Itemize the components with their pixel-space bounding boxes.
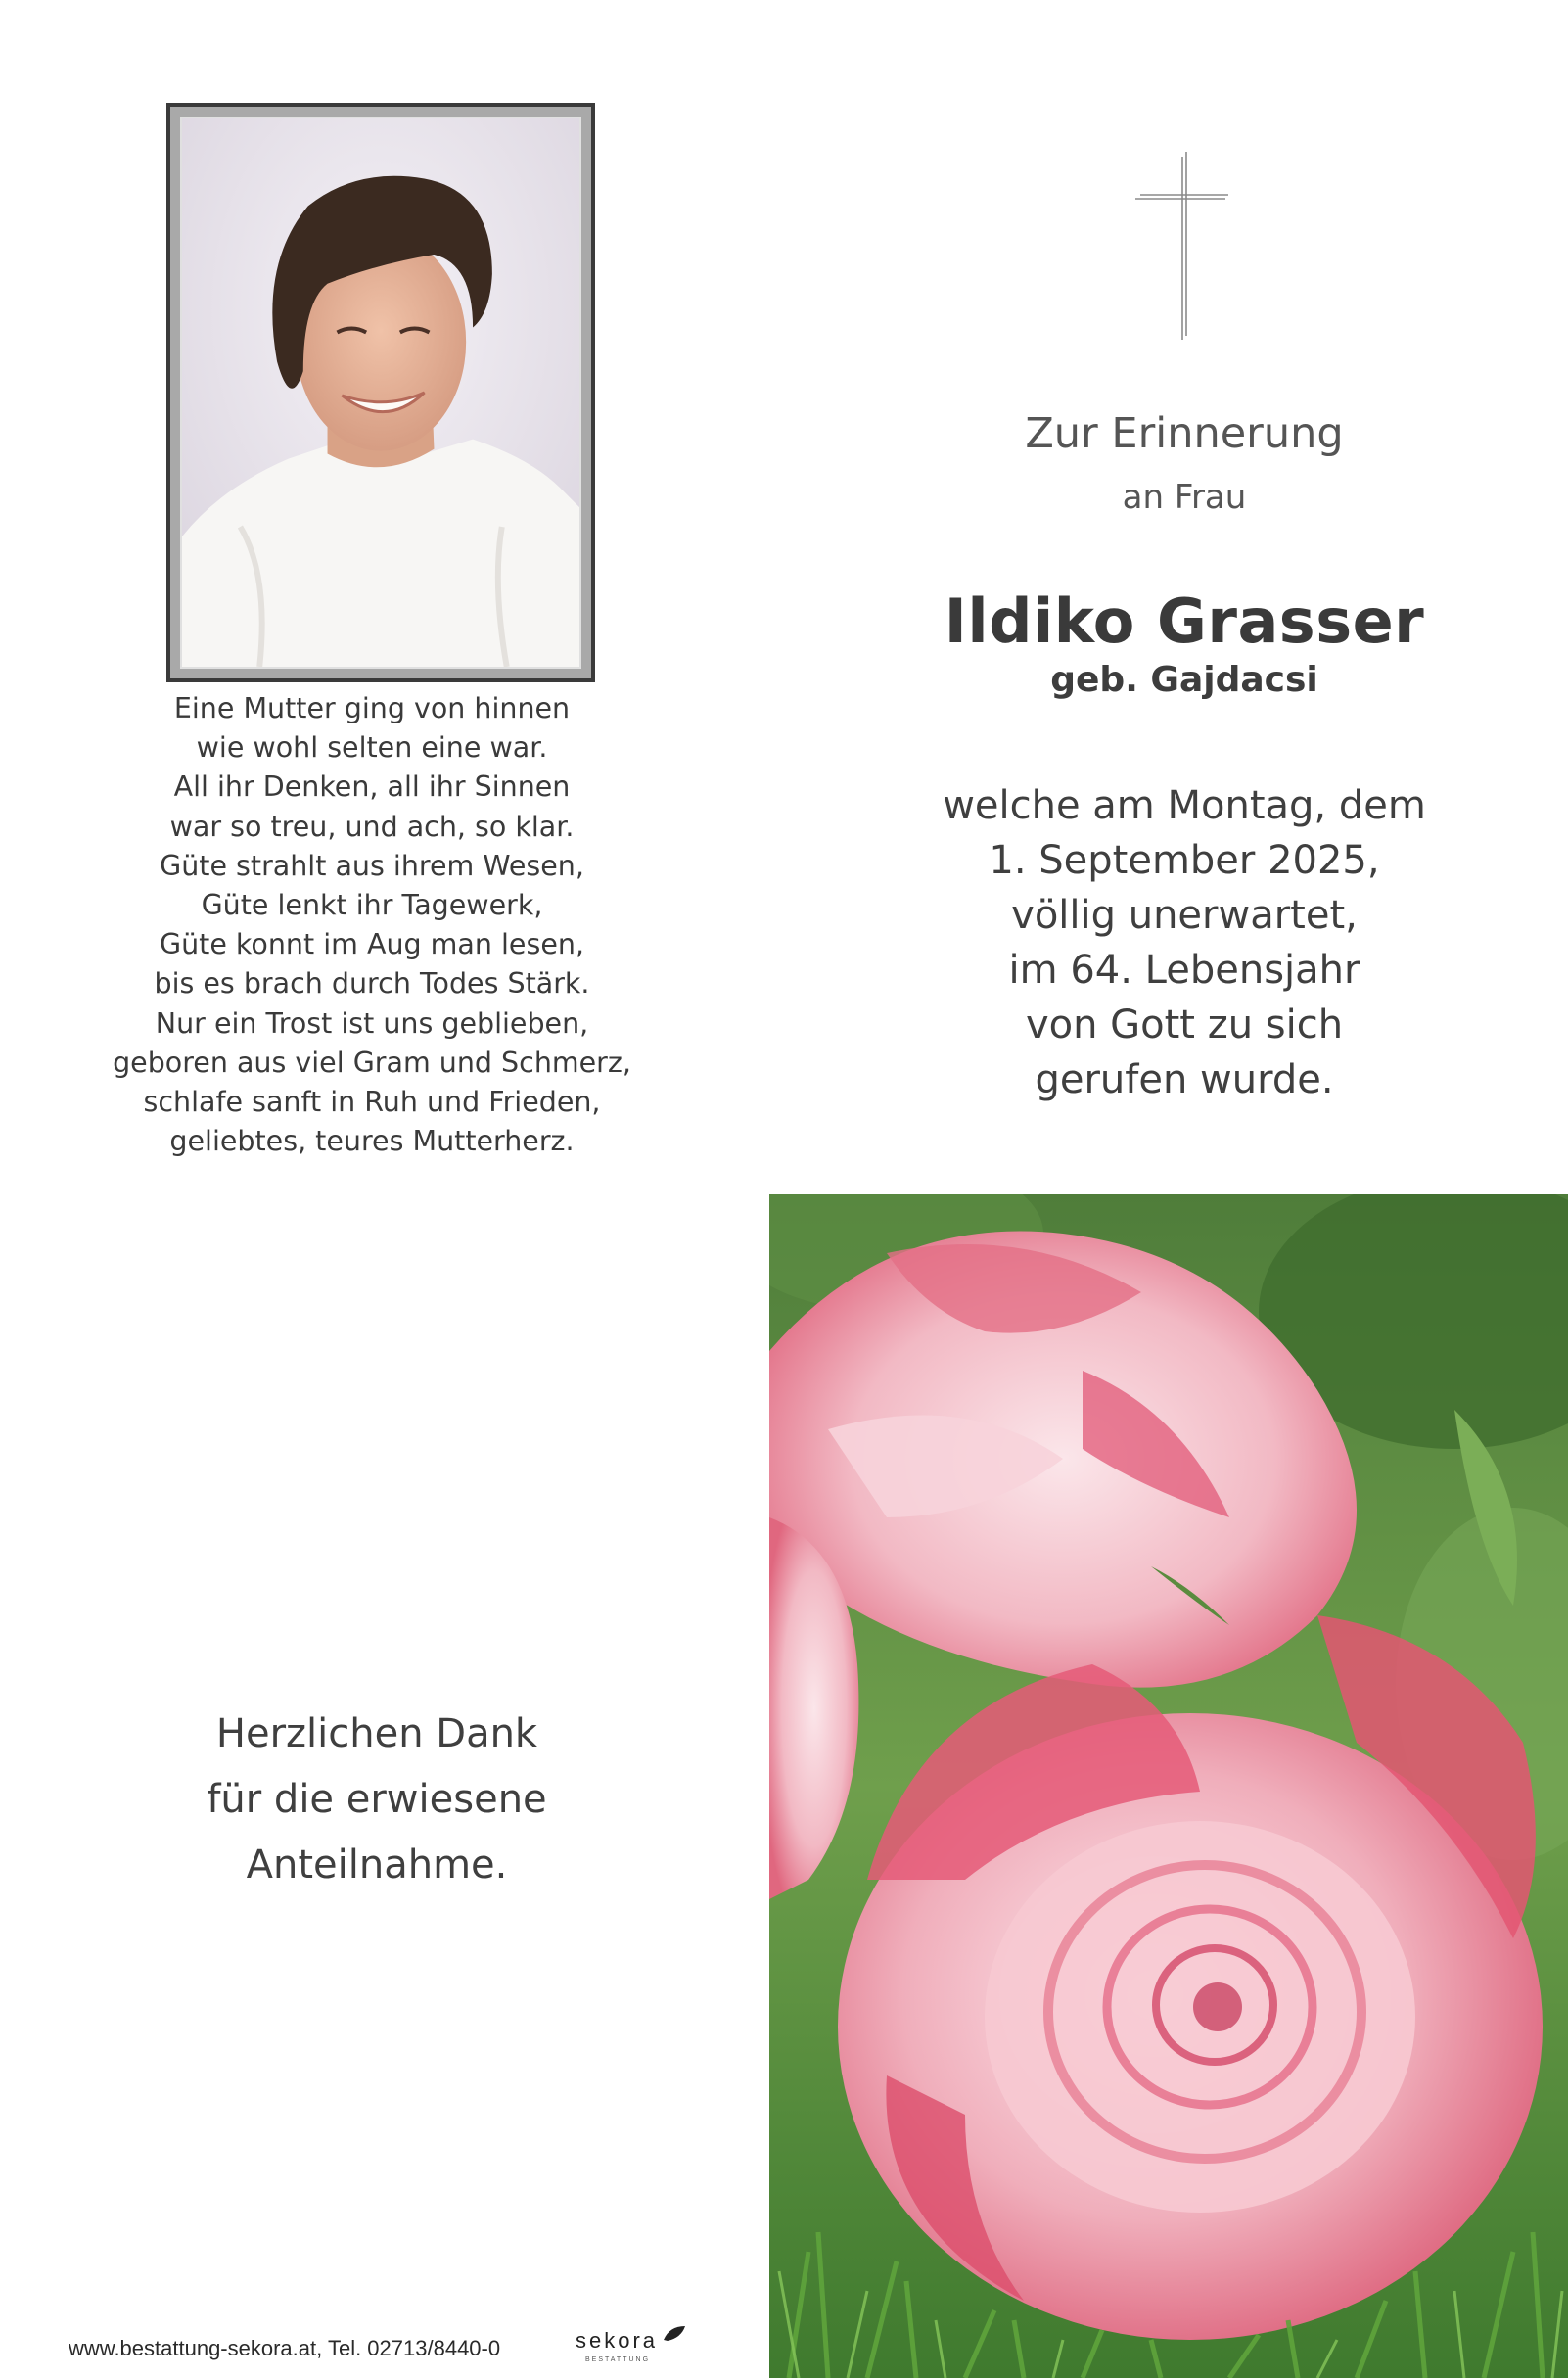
poem-line: Güte konnt im Aug man lesen,	[160, 928, 584, 961]
roses-photo	[769, 1194, 1568, 2378]
death-line: von Gott zu sich	[1025, 1002, 1344, 1048]
leaf-icon	[662, 2324, 687, 2344]
poem-line: war so treu, und ach, so klar.	[169, 810, 575, 843]
poem-line: geliebtes, teures Mutterherz.	[169, 1125, 575, 1158]
death-line: 1. September 2025,	[989, 838, 1380, 883]
poem-line: geboren aus viel Gram und Schmerz,	[113, 1046, 631, 1079]
portrait-frame	[166, 103, 595, 682]
death-line: im 64. Lebensjahr	[1008, 948, 1360, 993]
thanks-line: Anteilnahme.	[246, 1842, 508, 1888]
heading: Zur Erinnerung	[1025, 409, 1344, 458]
subheading: an Frau	[1122, 478, 1247, 517]
poem-line: All ihr Denken, all ihr Sinnen	[173, 770, 571, 804]
death-line: völlig unerwartet,	[1011, 893, 1358, 938]
brand-logo-text: sekora	[576, 2328, 659, 2353]
poem-line: Nur ein Trost ist uns geblieben,	[155, 1006, 589, 1040]
thanks-line: für die erwiesene	[207, 1777, 547, 1822]
death-line: gerufen wurde.	[1035, 1057, 1334, 1102]
thanks-text	[127, 1702, 626, 1898]
poem-line: schlafe sanft in Ruh und Frieden,	[143, 1086, 601, 1119]
thanks-line: Herzlichen Dank	[215, 1711, 538, 1756]
deceased-name: Ildiko Grasser	[944, 585, 1425, 657]
poem-line: bis es brach durch Todes Stärk.	[154, 967, 590, 1001]
poem-line: Güte strahlt aus ihrem Wesen,	[160, 849, 584, 882]
poem	[108, 689, 636, 1161]
poem-line: Eine Mutter ging von hinnen	[173, 692, 571, 724]
brand-logo-subtext: BESTATTUNG	[585, 2356, 651, 2363]
portrait-photo	[180, 117, 581, 669]
death-line: welche am Montag, dem	[943, 783, 1426, 828]
poem-line: wie wohl selten eine war.	[196, 731, 548, 765]
death-notice	[871, 778, 1498, 1107]
footer-contact: www.bestattung-sekora.at, Tel. 02713/8440-0	[69, 2336, 501, 2360]
maiden-name: geb. Gajdacsi	[1050, 660, 1318, 700]
cross-icon	[1135, 152, 1233, 343]
poem-line: Güte lenkt ihr Tagewerk,	[201, 889, 543, 922]
